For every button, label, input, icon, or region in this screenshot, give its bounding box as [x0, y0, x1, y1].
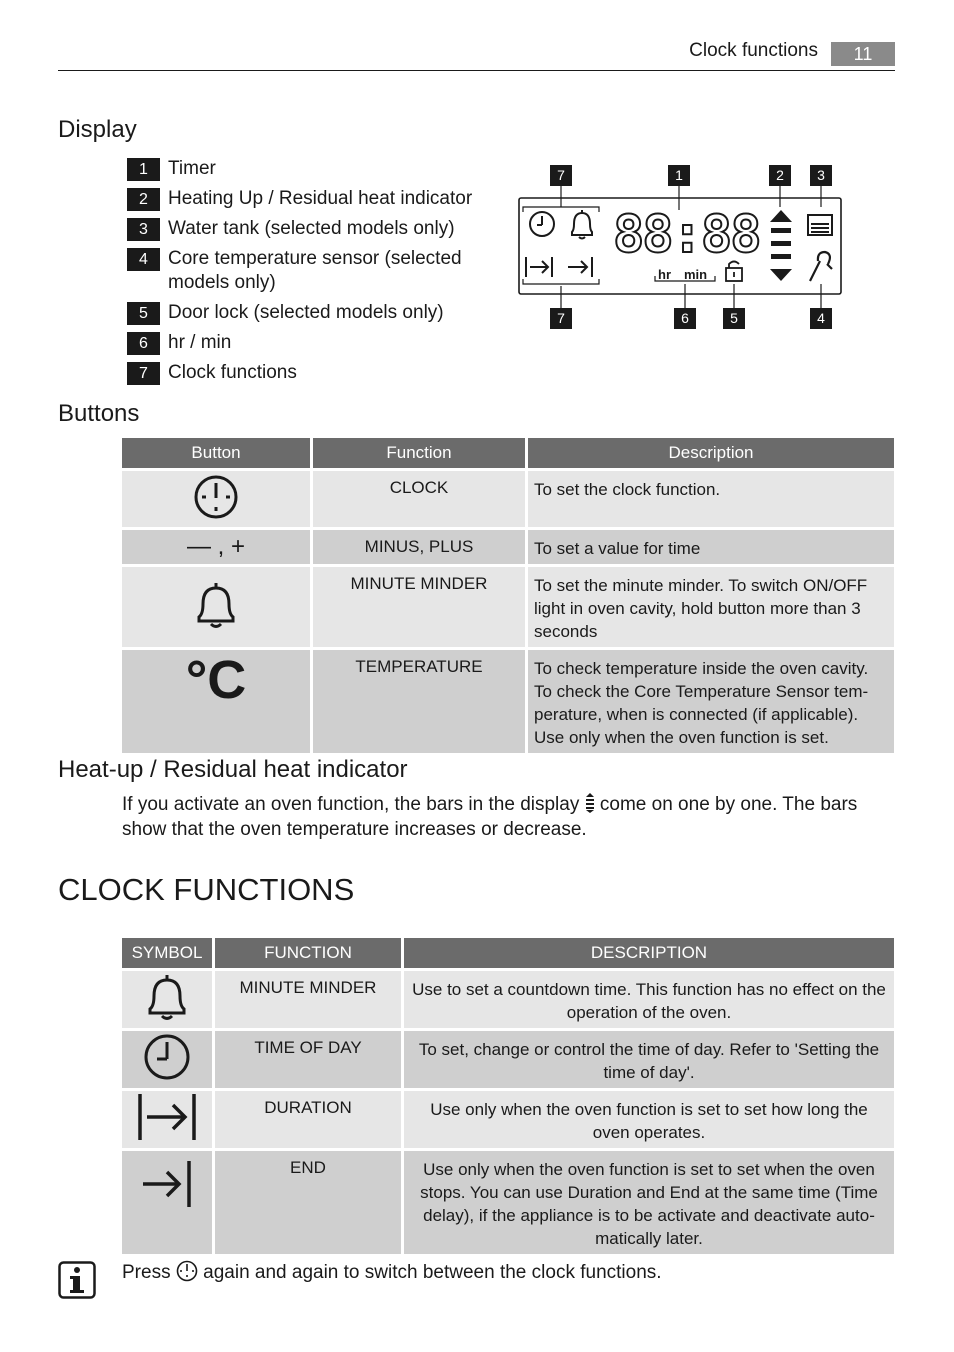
description-cell: To check temperature inside the oven cavity. To check the Core Temperature Sensor tem-perature, when is connected (if applicable). Use only when the oven function is set. [528, 647, 894, 753]
table-row [122, 1028, 894, 1088]
legend-item [127, 217, 497, 241]
symbol-cell [122, 968, 215, 1028]
legend-number: 1 [127, 158, 160, 181]
buttons-heading: Buttons [58, 400, 140, 427]
legend-label: Timer [168, 158, 216, 179]
heatup-text-after: come on one by one. The bars show that the oven temperature increases or decrease. [122, 794, 858, 840]
column-header: FUNCTION [215, 938, 404, 968]
header-divider [58, 70, 895, 71]
legend-label: Door lock (selected models only) [168, 302, 444, 323]
function-cell: TIME OF DAY [215, 1028, 404, 1088]
heatup-paragraph [122, 792, 882, 842]
end-icon [139, 1159, 195, 1209]
description-cell: To set the clock function. [528, 468, 894, 527]
function-cell: MINUTE MINDER [313, 564, 528, 647]
display-diagram [515, 160, 845, 335]
column-header: SYMBOL [122, 938, 215, 968]
buttons-table-header [122, 438, 894, 468]
legend-item [127, 301, 497, 325]
legend-label: Water tank (selected models only) [168, 218, 455, 239]
panel-min-label: min [684, 267, 708, 282]
callout-2: 2 [769, 165, 791, 186]
panel-core-sensor-icon [810, 252, 832, 281]
clock-icon [176, 1260, 198, 1282]
button-icon-cell [122, 468, 313, 527]
note-text-before: Press [122, 1262, 171, 1283]
description-cell: Use only when the oven function is set to set how long the oven operates. [404, 1088, 894, 1148]
bell-icon [194, 580, 238, 630]
table-row [122, 468, 894, 527]
callout-7-top: 7 [550, 165, 572, 186]
function-cell: TEMPERATURE [313, 647, 528, 753]
legend-item [127, 331, 497, 355]
legend-number: 6 [127, 332, 160, 355]
callout-6: 6 [674, 308, 696, 329]
heatup-text-before: If you activate an oven function, the bars in the display [122, 794, 580, 815]
legend-label: hr / min [168, 332, 232, 353]
column-header: DESCRIPTION [404, 938, 894, 968]
table-row [122, 647, 894, 753]
function-cell: DURATION [215, 1088, 404, 1148]
legend-number: 7 [127, 362, 160, 385]
description-cell: Use only when the oven function is set to set when the oven stops. You can use Duration and End at the same time (Time delay), if the appliance is to be activate and deactivate auto-matically later. [404, 1148, 894, 1254]
description-cell: Use to set a countdown time. This function has no effect on the operation of the oven. [404, 968, 894, 1028]
clock-functions-table [122, 938, 894, 1254]
heat-bars-icon [585, 793, 595, 813]
callout-1: 1 [668, 165, 690, 186]
legend-item [127, 187, 497, 211]
info-icon [58, 1261, 96, 1304]
table-row [122, 564, 894, 647]
symbol-cell [122, 1148, 215, 1254]
table-row [122, 527, 894, 564]
callout-7-bottom: 7 [550, 308, 572, 329]
callout-5: 5 [723, 308, 745, 329]
panel-digits: 88:88 [613, 205, 760, 265]
function-cell: CLOCK [313, 468, 528, 527]
description-cell: To set the minute minder. To switch ON/OFF light in oven cavity, hold button more than 3 seconds [528, 564, 894, 647]
function-cell: MINUS, PLUS [313, 527, 528, 564]
panel-bell-icon [572, 210, 592, 239]
legend-label: Core temperature sensor (selected models only) [168, 248, 462, 293]
clock-icon [193, 474, 239, 520]
clock-functions-title: CLOCK FUNCTIONS [58, 872, 355, 907]
note-text [122, 1260, 882, 1285]
legend-number: 4 [127, 248, 160, 271]
panel-end-icon [568, 257, 592, 277]
legend-number: 5 [127, 302, 160, 325]
panel-hr-label: hr [658, 267, 671, 282]
column-header: Function [313, 438, 528, 468]
legend-number: 2 [127, 188, 160, 211]
display-legend [127, 157, 497, 391]
clock-functions-table-header [122, 938, 894, 968]
display-heading: Display [58, 116, 137, 143]
legend-label: Clock functions [168, 362, 297, 383]
duration-icon [135, 1092, 199, 1142]
note-text-after: again and again to switch between the clock functions. [203, 1262, 662, 1283]
legend-item [127, 157, 497, 181]
panel-heat-bars [770, 210, 792, 281]
bell-icon [145, 972, 189, 1022]
panel-duration-icon [526, 257, 552, 277]
panel-clock-icon [530, 212, 554, 236]
callout-3: 3 [810, 165, 832, 186]
legend-item [127, 361, 497, 385]
table-row [122, 1088, 894, 1148]
panel-water-tank-icon [808, 215, 832, 235]
celsius-icon: °C [122, 647, 313, 753]
legend-number: 3 [127, 218, 160, 241]
symbol-cell [122, 1028, 215, 1088]
table-row [122, 968, 894, 1028]
button-icon-cell [122, 564, 313, 647]
legend-item [127, 247, 497, 295]
description-cell: To set, change or control the time of day. Refer to 'Setting the time of day'. [404, 1028, 894, 1088]
running-header-title: Clock functions [689, 40, 818, 61]
symbol-cell [122, 1088, 215, 1148]
function-cell: MINUTE MINDER [215, 968, 404, 1028]
column-header: Button [122, 438, 313, 468]
clock-icon [143, 1033, 191, 1081]
column-header: Description [528, 438, 894, 468]
table-row [122, 1148, 894, 1254]
display-panel-drawing [515, 160, 845, 335]
callout-4: 4 [810, 308, 832, 329]
legend-label: Heating Up / Residual heat indicator [168, 188, 473, 209]
heatup-heading: Heat-up / Residual heat indicator [58, 756, 408, 783]
buttons-table [122, 438, 894, 753]
page-number: 11 [831, 42, 895, 66]
description-cell: To set a value for time [528, 527, 894, 564]
function-cell: END [215, 1148, 404, 1254]
minus-plus-icon: — , + [122, 527, 313, 564]
